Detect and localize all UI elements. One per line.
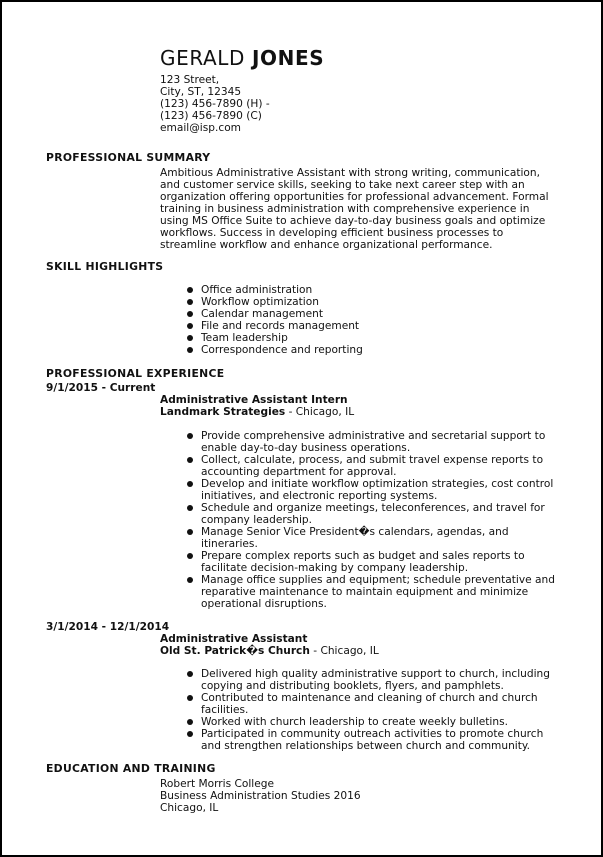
skills-heading: SKILL HIGHLIGHTS [46, 260, 164, 273]
summary-heading: PROFESSIONAL SUMMARY [46, 151, 211, 164]
program-name: Business Administration Studies 2016 [160, 790, 361, 802]
summary-text: Ambitious Administrative Assistant with strong writing, communication, and customer service skills, seeking to take next career step with an organization offering opportunities for professional advancement. Formal training in business administration with comprehensive experience in using MS Office Suite to achieve day-to-day business goals and optimize workflows. Success in developing efficient business processes to streamline workflow and enhance organizational performance. [160, 167, 549, 251]
duty-item: Manage office supplies and equipment; schedule preventative and reparative maintenance to maintain equipment and minimize operational disruptions. [160, 574, 560, 610]
duty-item: Develop and initiate workflow optimization strategies, cost control initiatives, and electronic reporting systems. [160, 478, 560, 502]
duty-item: Participated in community outreach activities to promote church and strengthen relationships between church and community. [160, 728, 560, 752]
job-location: - Chicago, IL [285, 406, 355, 418]
company-name: Landmark Strategies [160, 406, 286, 418]
duty-item: Provide comprehensive administrative and secretarial support to enable day-to-day business operations. [160, 430, 560, 454]
duty-item: Collect, calculate, process, and submit travel expense reports to accounting department for approval. [160, 454, 560, 478]
experience-heading: PROFESSIONAL EXPERIENCE [46, 367, 225, 380]
duty-item: Delivered high quality administrative support to church, including copying and distributing booklets, flyers, and pamphlets. [160, 668, 560, 692]
job-employer [160, 645, 560, 657]
skill-item: Correspondence and reporting [160, 344, 560, 356]
education-heading: EDUCATION AND TRAINING [46, 762, 216, 775]
job-entry [160, 394, 560, 418]
duty-item: Prepare complex reports such as budget and sales reports to facilitate decision-making by company leadership. [160, 550, 560, 574]
skill-item: Calendar management [160, 308, 560, 320]
skill-item: Workflow optimization [160, 296, 560, 308]
duty-item: Contributed to maintenance and cleaning of church and church facilities. [160, 692, 560, 716]
home-phone: (123) 456-7890 (H) - [160, 98, 270, 110]
candidate-name [160, 46, 324, 70]
job-title: Administrative Assistant Intern [160, 394, 348, 406]
city-line: City, ST, 12345 [160, 86, 242, 98]
email: email@isp.com [160, 122, 241, 134]
duty-item: Manage Senior Vice President�s calendars, agendas, and itineraries. [160, 526, 560, 550]
school-location: Chicago, IL [160, 802, 219, 814]
address-line: 123 Street, [160, 74, 220, 86]
skill-item: Team leadership [160, 332, 560, 344]
last-name: JONES [252, 46, 325, 70]
school-name: Robert Morris College [160, 778, 274, 790]
job-dates: 3/1/2014 - 12/1/2014 [46, 621, 170, 633]
job-employer [160, 406, 560, 418]
job-bullets [160, 668, 560, 752]
first-name: GERALD [160, 46, 246, 70]
skills-list [160, 284, 560, 356]
skill-item: Office administration [160, 284, 560, 296]
skill-item: File and records management [160, 320, 560, 332]
job-title: Administrative Assistant [160, 633, 308, 645]
job-location: - Chicago, IL [309, 645, 379, 657]
duty-item: Schedule and organize meetings, teleconferences, and travel for company leadership. [160, 502, 560, 526]
education-details [160, 778, 560, 814]
job-bullets [160, 430, 560, 610]
duty-item: Worked with church leadership to create weekly bulletins. [160, 716, 560, 728]
job-entry [160, 633, 560, 657]
company-name: Old St. Patrick�s Church [160, 645, 310, 657]
job-dates: 9/1/2015 - Current [46, 382, 156, 394]
resume-header [160, 46, 324, 134]
cell-phone: (123) 456-7890 (C) [160, 110, 262, 122]
